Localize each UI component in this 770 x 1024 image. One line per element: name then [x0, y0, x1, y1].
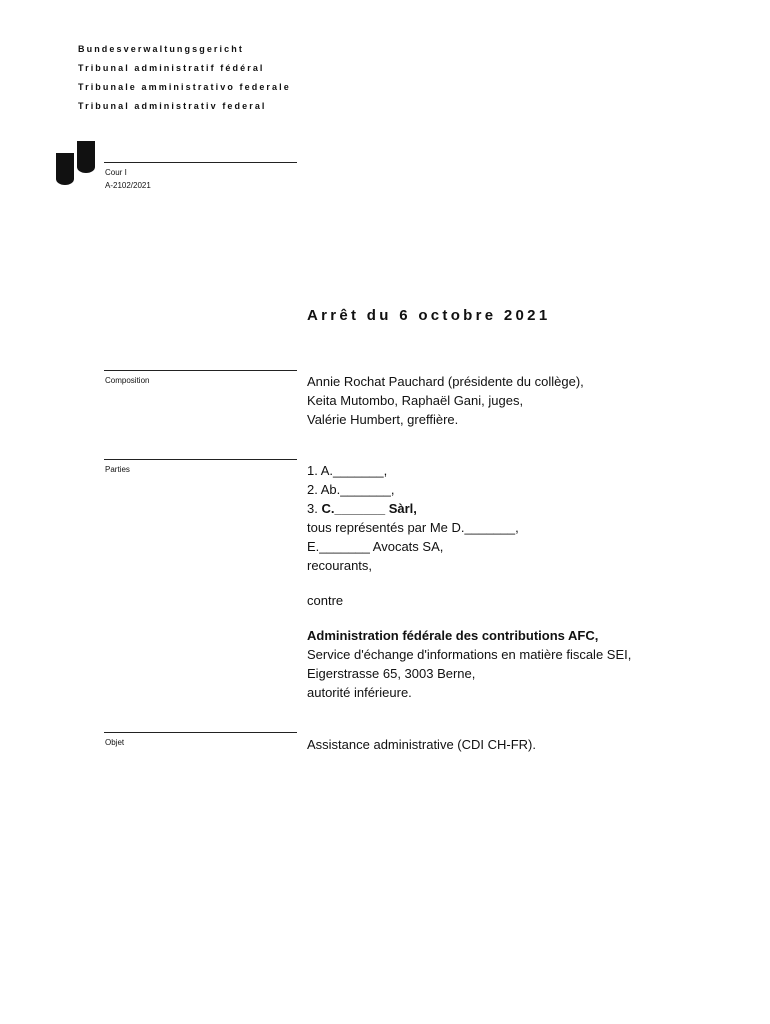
objet-text	[307, 735, 536, 754]
case-number: A-2102/2021	[105, 181, 151, 190]
court-division: Cour I	[105, 168, 127, 177]
court-name-romansh: Tribunal administrativ federal	[78, 101, 267, 111]
parties-label: Parties	[105, 465, 130, 474]
composition-line: Valérie Humbert, greffière.	[307, 412, 459, 427]
party-1	[307, 461, 631, 480]
versus-label: contre	[307, 593, 344, 608]
composition-text	[307, 372, 584, 429]
header-divider	[104, 162, 297, 163]
composition-divider	[104, 370, 297, 371]
party-1-name: A._______,	[320, 463, 388, 478]
party-2-name: Ab._______,	[320, 482, 395, 497]
authority-address: Eigerstrasse 65, 3003 Berne,	[307, 666, 476, 681]
parties-divider	[104, 459, 297, 460]
court-name-german: Bundesverwaltungsgericht	[78, 44, 244, 54]
page-title: Arrêt du 6 octobre 2021	[307, 307, 551, 324]
parties-text	[307, 461, 631, 702]
objet-divider	[104, 732, 297, 733]
composition-label: Composition	[105, 376, 150, 385]
spacer	[307, 575, 631, 591]
court-logo-icon	[56, 141, 96, 185]
court-names	[78, 40, 291, 116]
party-2-number: 2.	[307, 482, 321, 497]
authority-name: Administration fédérale des contributions AFC,	[307, 628, 599, 643]
spacer	[307, 610, 631, 626]
composition-line: Annie Rochat Pauchard (présidente du collège),	[307, 374, 584, 389]
party-3-number: 3.	[307, 501, 322, 516]
authority-role: autorité inférieure.	[307, 685, 412, 700]
party-1-number: 1.	[307, 463, 321, 478]
composition-line: Keita Mutombo, Raphaël Gani, juges,	[307, 393, 524, 408]
court-name-french: Tribunal administratif fédéral	[78, 63, 265, 73]
objet-description: Assistance administrative (CDI CH-FR).	[307, 737, 536, 752]
representation-line: tous représentés par Me D._______,	[307, 520, 519, 535]
law-firm-line: E._______ Avocats SA,	[307, 539, 444, 554]
objet-label: Objet	[105, 738, 125, 747]
party-3	[307, 499, 631, 518]
party-3-name: C._______ Sàrl,	[321, 501, 417, 516]
party-2	[307, 480, 631, 499]
appellants-role: recourants,	[307, 558, 373, 573]
authority-service: Service d'échange d'informations en matière fiscale SEI,	[307, 647, 632, 662]
court-name-italian: Tribunale amministrativo federale	[78, 82, 291, 92]
